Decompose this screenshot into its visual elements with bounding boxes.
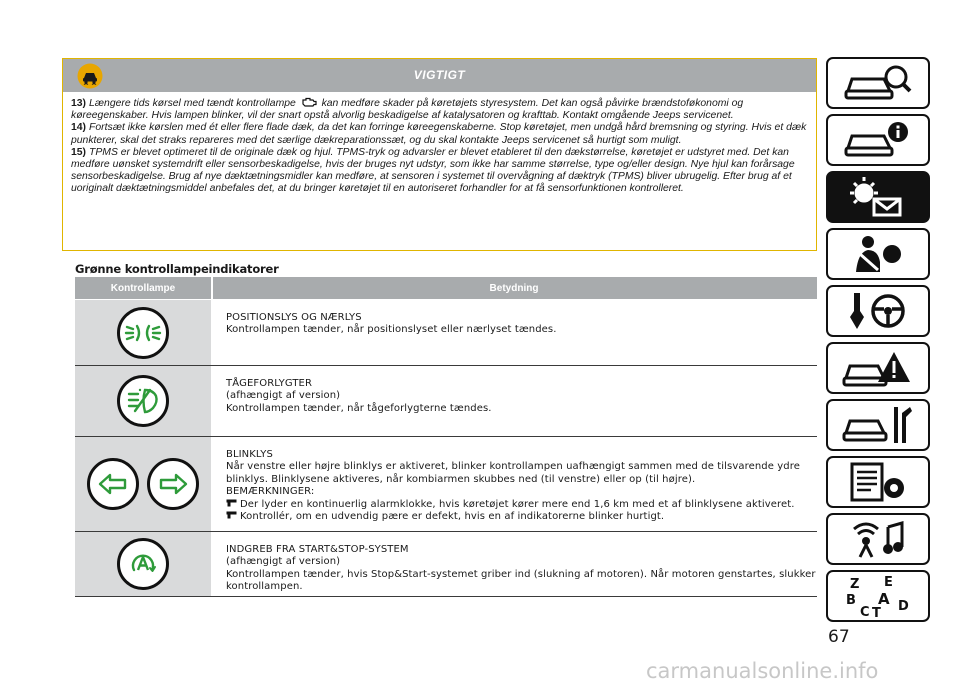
warning-note-15: [71, 147, 813, 196]
note-text: Kontrollér, om en udvendig pære er defekt, hvis en af indikatorerne blinker hurtigt.: [240, 511, 665, 523]
indicator-version: (afhængigt af version): [226, 556, 341, 568]
indicator-version: (afhængigt af version): [226, 390, 341, 402]
car-search-icon: [838, 61, 918, 105]
indicator-cell: [75, 366, 211, 436]
note-text: Der lyder en kontinuerlig alarmklokke, hvis køretøjet kører mere end 1,6 km med et af blinklysene aktiveret.: [240, 498, 795, 510]
tab-maintenance[interactable]: [826, 399, 930, 451]
meaning-cell: [226, 300, 817, 337]
watermark: carmanualsonline.info: [646, 659, 879, 683]
svg-text:Z: Z: [850, 577, 860, 592]
indicator-cell: [75, 300, 211, 365]
tab-index[interactable]: [826, 570, 930, 622]
svg-text:A: A: [878, 590, 890, 608]
note-number: 14): [71, 122, 87, 134]
svg-text:C: C: [860, 605, 870, 618]
page-number: 67: [828, 627, 850, 647]
table-row: [75, 437, 817, 532]
note-text: TPMS er blevet optimeret til de originale dæk og hjul. TPMS-tryk og advarsler er blevet etableret til den dækstørrelse, køretøjet er udstyret med. Det kan medføre uønsket systemdrift eller sensorbeskadigelse, hvis der bruges nyt udstyr, som ikke har samme størrelse, type og/eller design. Nye hjul kan forårsage sensorbeskadigelse. Brug af nye dæktætningsmidler kan medføre, at sensoren i systemet til overvågning af dæktryk (TPMS) bliver ubrugelig. Efter brug af et uoriginalt dæktætningsmiddel anbefales det, at du bringer køretøjet til en autoriseret forhandler for at få sensorfunktionen kontrolleret.: [71, 146, 795, 195]
indicator-cell: [75, 437, 211, 531]
tab-car-info[interactable]: [826, 114, 930, 166]
tab-car-search[interactable]: [826, 57, 930, 109]
svg-text:T: T: [872, 606, 881, 618]
starting-driving-icon: [838, 289, 918, 333]
indicator-title: INDGREB FRA START&STOP-SYSTEM: [226, 544, 409, 555]
indicator-description: Kontrollampen tænder, når tågeforlygterne tændes.: [226, 402, 492, 414]
note-number: 15): [71, 146, 87, 158]
meaning-cell: [226, 366, 817, 415]
warning-header: [63, 59, 816, 92]
engine-check-icon: [301, 97, 317, 107]
section-heading: Grønne kontrollampeindikatorer: [75, 262, 279, 276]
note-text: Længere tids kørsel med tændt kontrollampe: [89, 98, 296, 109]
svg-text:D: D: [898, 599, 909, 614]
indicator-description: Når venstre eller højre blinklys er aktiveret, blinker kontrollampen uafhængigt sammen med de tilsvarende ydre blinklys. Blinklysene aktiveres, når kombiarmen skubbes ned (til venstre) eller op (til højre).: [226, 461, 800, 485]
maintenance-icon: [838, 403, 918, 447]
table-row: [75, 300, 817, 366]
warning-title: VIGTIGT: [413, 68, 466, 82]
note-number: 13): [71, 98, 87, 109]
notes-label: BEMÆRKNINGER:: [226, 486, 315, 498]
svg-text:B: B: [846, 593, 856, 608]
indicator-description: Kontrollampen tænder, hvis Stop&Start-systemet griber ind (slukning af motoren). Når motoren genstartes, slukker kontrollampen.: [226, 568, 816, 593]
warning-box: [62, 58, 817, 251]
note-item: [226, 511, 817, 523]
index-icon: [838, 574, 918, 618]
turn-right-arrow-icon: [147, 458, 199, 510]
tab-emergency[interactable]: [826, 342, 930, 394]
car-info-icon: [838, 118, 918, 162]
meaning-cell: [226, 532, 817, 594]
fog-light-icon: [117, 375, 169, 427]
seatbelt-airbag-icon: [838, 232, 918, 276]
warning-light-message-icon: [838, 175, 918, 219]
start-stop-icon: [117, 538, 169, 590]
note-item: [226, 499, 817, 511]
indicator-title: BLINKLYS: [226, 449, 273, 460]
tab-multimedia[interactable]: [826, 513, 930, 565]
indicator-description: Kontrollampen tænder, når positionslyset eller nærlyset tændes.: [226, 324, 557, 336]
warning-note-13: [71, 97, 813, 122]
emergency-icon: [838, 346, 918, 390]
meaning-cell: [226, 437, 817, 523]
table-row: [75, 532, 817, 597]
column-header-indicator: Kontrollampe: [110, 283, 176, 294]
position-lights-icon: [117, 307, 169, 359]
indicator-title: POSITIONSLYS OG NÆRLYS: [226, 312, 362, 323]
note-text: Fortsæt ikke kørslen med ét eller flere flade dæk, da det kan forringe køreegenskaberne. Stop køretøjet, men undgå hård bremsning og styring. Hvis et dæk punkterer, skal det straks repareres med det særlige dækreparationssæt, og du skal kontakte Jeeps servicenet så hurtigt som muligt.: [71, 122, 807, 146]
tab-warning-lights[interactable]: [826, 171, 930, 223]
indicator-title: TÅGEFORLYGTER: [226, 378, 313, 389]
indicator-table: [75, 277, 817, 597]
bullet-icon: [226, 499, 237, 507]
tab-starting-driving[interactable]: [826, 285, 930, 337]
technical-data-icon: [838, 460, 918, 504]
table-row: [75, 366, 817, 437]
turn-left-arrow-icon: [87, 458, 139, 510]
note-text-continued: kan medføre skader på køretøjets styresystem. Det kan også påvirke brændstoføkonomi og køreegenskaber. Hvis lampen blinker, vil der snart opstå alvorlig beskadigelse af katalysatoren og krafttab. Kontakt omgående Jeeps servicenet.: [71, 98, 744, 122]
warning-note-14: [71, 122, 813, 146]
warning-body: [71, 97, 813, 196]
tab-safety[interactable]: [826, 228, 930, 280]
multimedia-icon: [838, 517, 918, 561]
indicator-cell: [75, 532, 211, 596]
tab-technical-data[interactable]: [826, 456, 930, 508]
svg-text:E: E: [884, 575, 893, 590]
bullet-icon: [226, 511, 237, 519]
column-header-meaning: Betydning: [489, 283, 539, 294]
table-header: [75, 277, 817, 299]
